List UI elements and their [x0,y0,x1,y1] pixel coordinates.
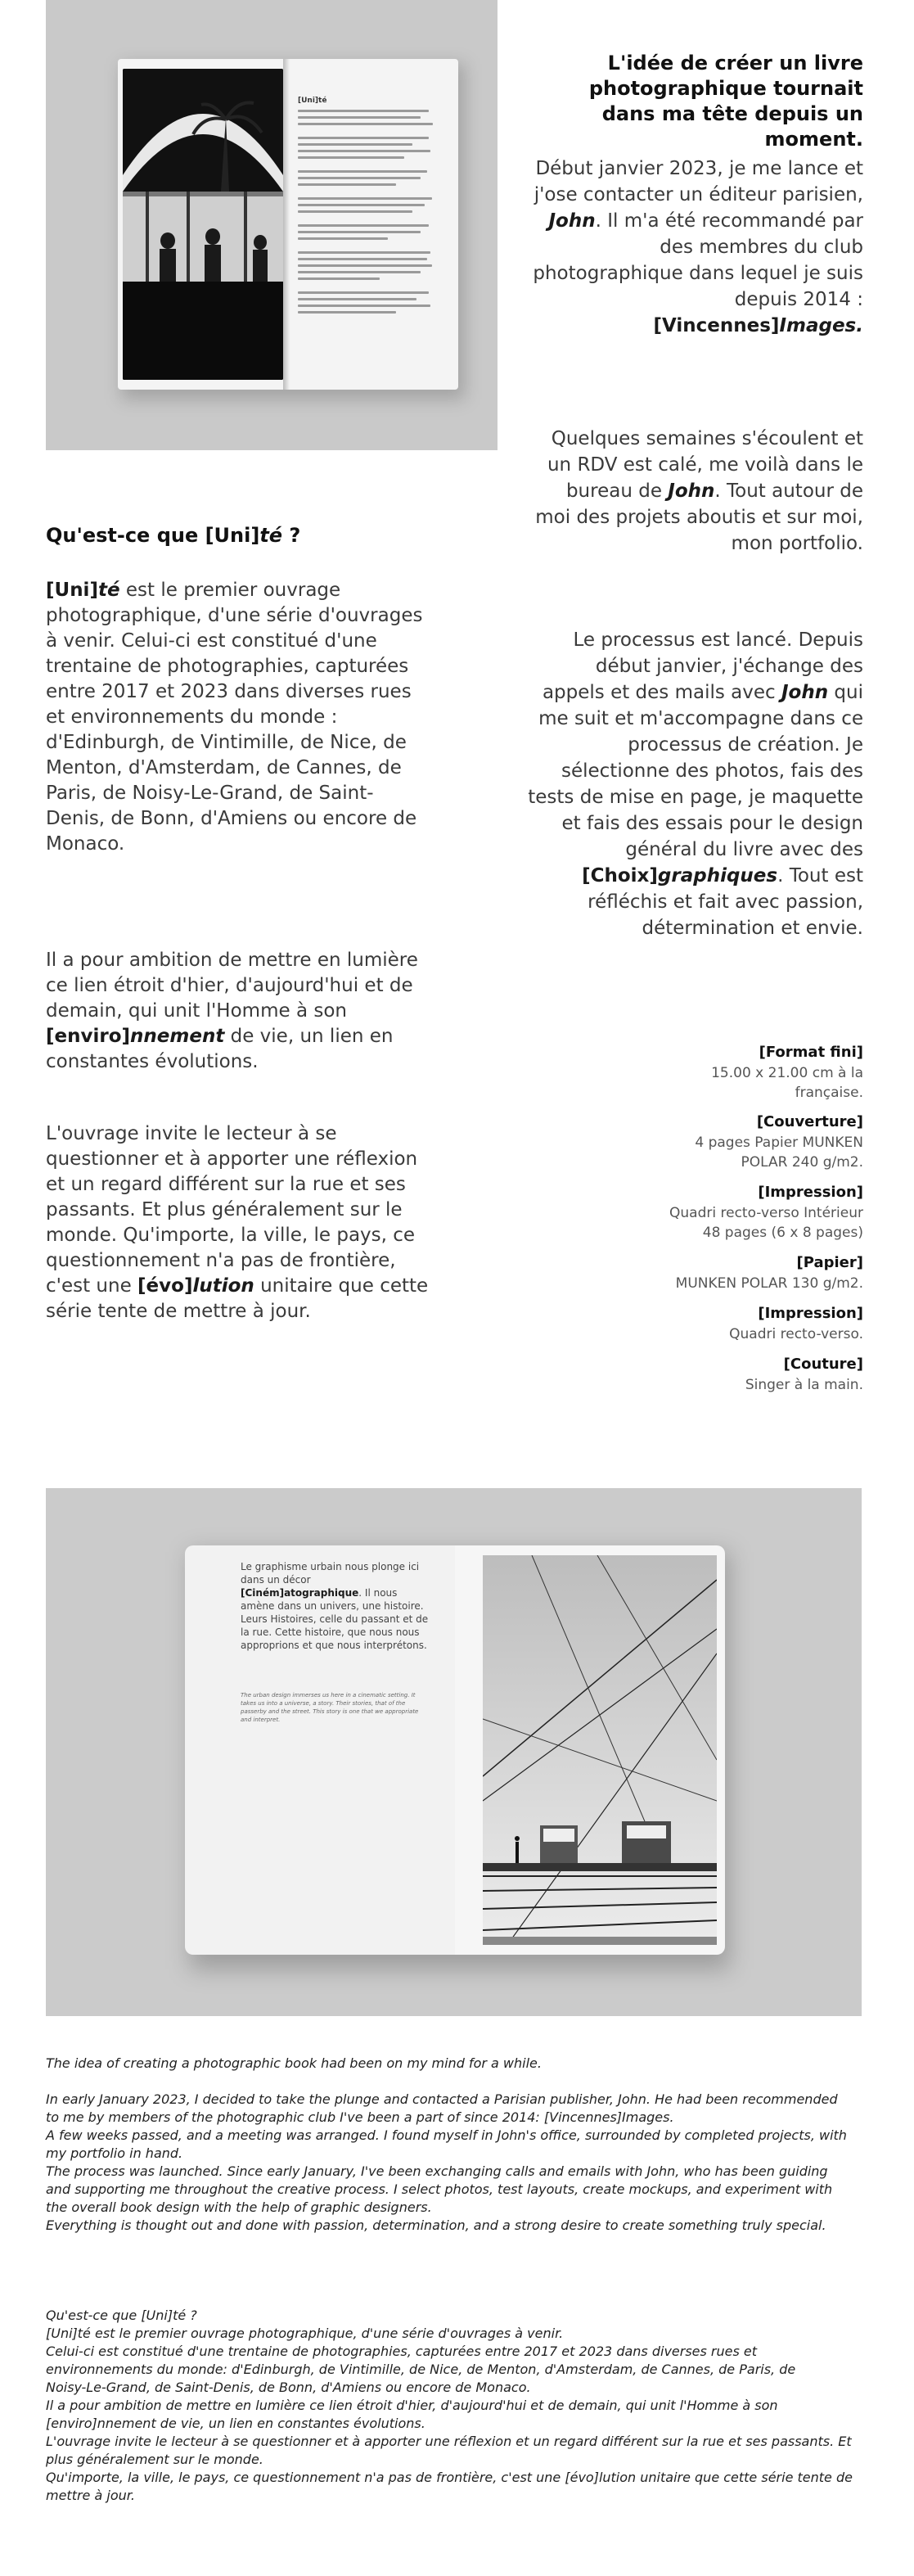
intro-paragraph-1: Début janvier 2023, je me lance et j'ose contacter un éditeur parisien, John. Il m'a été recommandé par des membres du club photographique dans lequel je suis depuis 2014 : [Vincennes]Images. [533,158,863,336]
intro-paragraph-3: Le processus est lancé. Depuis début janvier, j'échange des appels et des mails avec John qui me suit et m'accompagne dans ce processus de création. Je sélectionne des photos, fais des tests de mise en page, je maquette et fais des essais pour le design général du livre avec des [Choix]graphiques. Tout est réfléchis et fait avec passion, détermination et envie. [528,629,863,939]
book-mockup-image-2 [46,1488,862,2016]
spec-title-printing: [Impression] [758,1184,863,1201]
spec-line: MUNKEN POLAR 130 g/m2. [675,1275,863,1292]
spec-line: 4 pages Papier MUNKEN [695,1135,863,1151]
spec-line: française. [795,1085,863,1101]
spec-line: POLAR 240 g/m2. [741,1154,863,1171]
bridge-photo [483,1555,717,1945]
spec-title-binding: [Couture] [783,1356,863,1373]
about-paragraph-3: L'ouvrage invite le lecteur à se questionner et à apporter une réflexion et un regard différent sur la rue et ses passants. Et plus généralement sur le monde. Qu'importe, la ville, le pays, ce questionnement n'a pas de frontière, c'est une [évo]lution unitaire que cette série tente de mettre à jour. [46,1123,429,1322]
about-paragraph-1: [Uni]té est le premier ouvrage photographique, d'une série d'ouvrages à venir. Celui-ci est constitué d'une trentaine de photographies, capturées entre 2017 et 2023 dans diverses rues et environnements du monde : d'Edinburgh, de Vintimille, de Nice, de Menton, d'Amsterdam, de Cannes, de Paris, de Noisy-Le-Grand, de Saint-Denis, de Bonn, d'Amiens ou encore de Monaco. [46,580,423,855]
mock-page-heading: [Uni]té [298,97,327,105]
intro-paragraph-2: Quelques semaines s'écoulent et un RDV est calé, me voilà dans le bureau de John. Tout autour de moi des projets aboutis et sur moi, mon portfolio. [535,428,863,554]
spec-title-format: [Format fini] [759,1044,863,1061]
section-title: Qu'est-ce que [Uni]té ? [46,524,301,547]
english-translation-intro: The idea of creating a photographic book had been on my mind for a while. In early January 2023, I decided to take the plunge and contacted a Parisian publisher, John. He had been recommended to me by members of the photographic club I've been a part of since 2014: [Vincennes]Images. A few weeks passed, and a meeting was arranged. I found myself in John's office, surrounded by completed projects, with my portfolio in hand. The process was launched. Since early January, I've been exchanging calls and emails with John, who has been guiding and supporting me throughout the creative process. I select photos, test layouts, create mockups, and experiment with the overall book design with the help of graphic designers. Everything is thought out and done with passion, determination, and a strong desire to create something truly special. [46,2055,847,2233]
street-photo [123,69,283,380]
spec-title-printing-2: [Impression] [758,1305,863,1322]
spec-line: Quadri recto-verso Intérieur [669,1205,863,1221]
mock-page-translation: The urban design immerses us here in a cinematic setting. It takes us into a universe, a story. Their stories, that of the passerby and the street. This story is one that we appropriate and interpret. [241,1692,419,1723]
spec-title-cover: [Couverture] [756,1113,863,1130]
intro-heading: L'idée de créer un livre photographique tournait dans ma tête depuis un moment. [588,52,863,151]
book-mockup-image-1 [46,0,498,450]
spec-line: Quadri recto-verso. [729,1326,863,1342]
spec-title-paper: [Papier] [796,1254,863,1271]
mock-page-text: Le graphisme urbain nous plonge ici dans un décor [Ciném]atographique. Il nous amène dans un univers, une histoire. Leurs Histoires, celle du passant et de la rue. Cette histoire, que nous nous approprions et que nous interprétons. [241,1561,429,1651]
spec-line: 48 pages (6 x 8 pages) [702,1225,863,1241]
about-paragraph-2: Il a pour ambition de mettre en lumière ce lien étroit d'hier, d'aujourd'hui et de demain, qui unit l'Homme à son [enviro]nnement de vie, un lien en constantes évolutions. [46,950,418,1072]
english-translation-about: Qu'est-ce que [Uni]té ? [Uni]té est le premier ouvrage photographique, d'une série d'ouvrages à venir. Celui-ci est constitué d'une trentaine de photographies, capturées entre 2017 et 2023 dans diverses rues et environnements du monde: d'Edinburgh, de Vintimille, de Nice, de Menton, d'Amsterdam, de Cannes, de Paris, de Noisy-Le-Grand, de Saint-Denis, de Bonn, d'Amiens ou encore de Monaco. Il a pour ambition de mettre en lumière ce lien étroit d'hier, d'aujourd'hui et de demain, qui unit l'Homme à son [enviro]nnement de vie, un lien en constantes évolutions. L'ouvrage invite le lecteur à se questionner et à apporter une réflexion et un regard différent sur la rue et ses passants. Et plus généralement sur le monde. Qu'importe, la ville, le pays, ce questionnement n'a pas de frontière, c'est une [évo]lution unitaire que cette série tente de mettre à jour. [46,2308,853,2503]
spec-line: 15.00 x 21.00 cm à la [711,1065,863,1081]
spec-line: Singer à la main. [745,1377,863,1393]
mock-page-text [298,110,437,318]
